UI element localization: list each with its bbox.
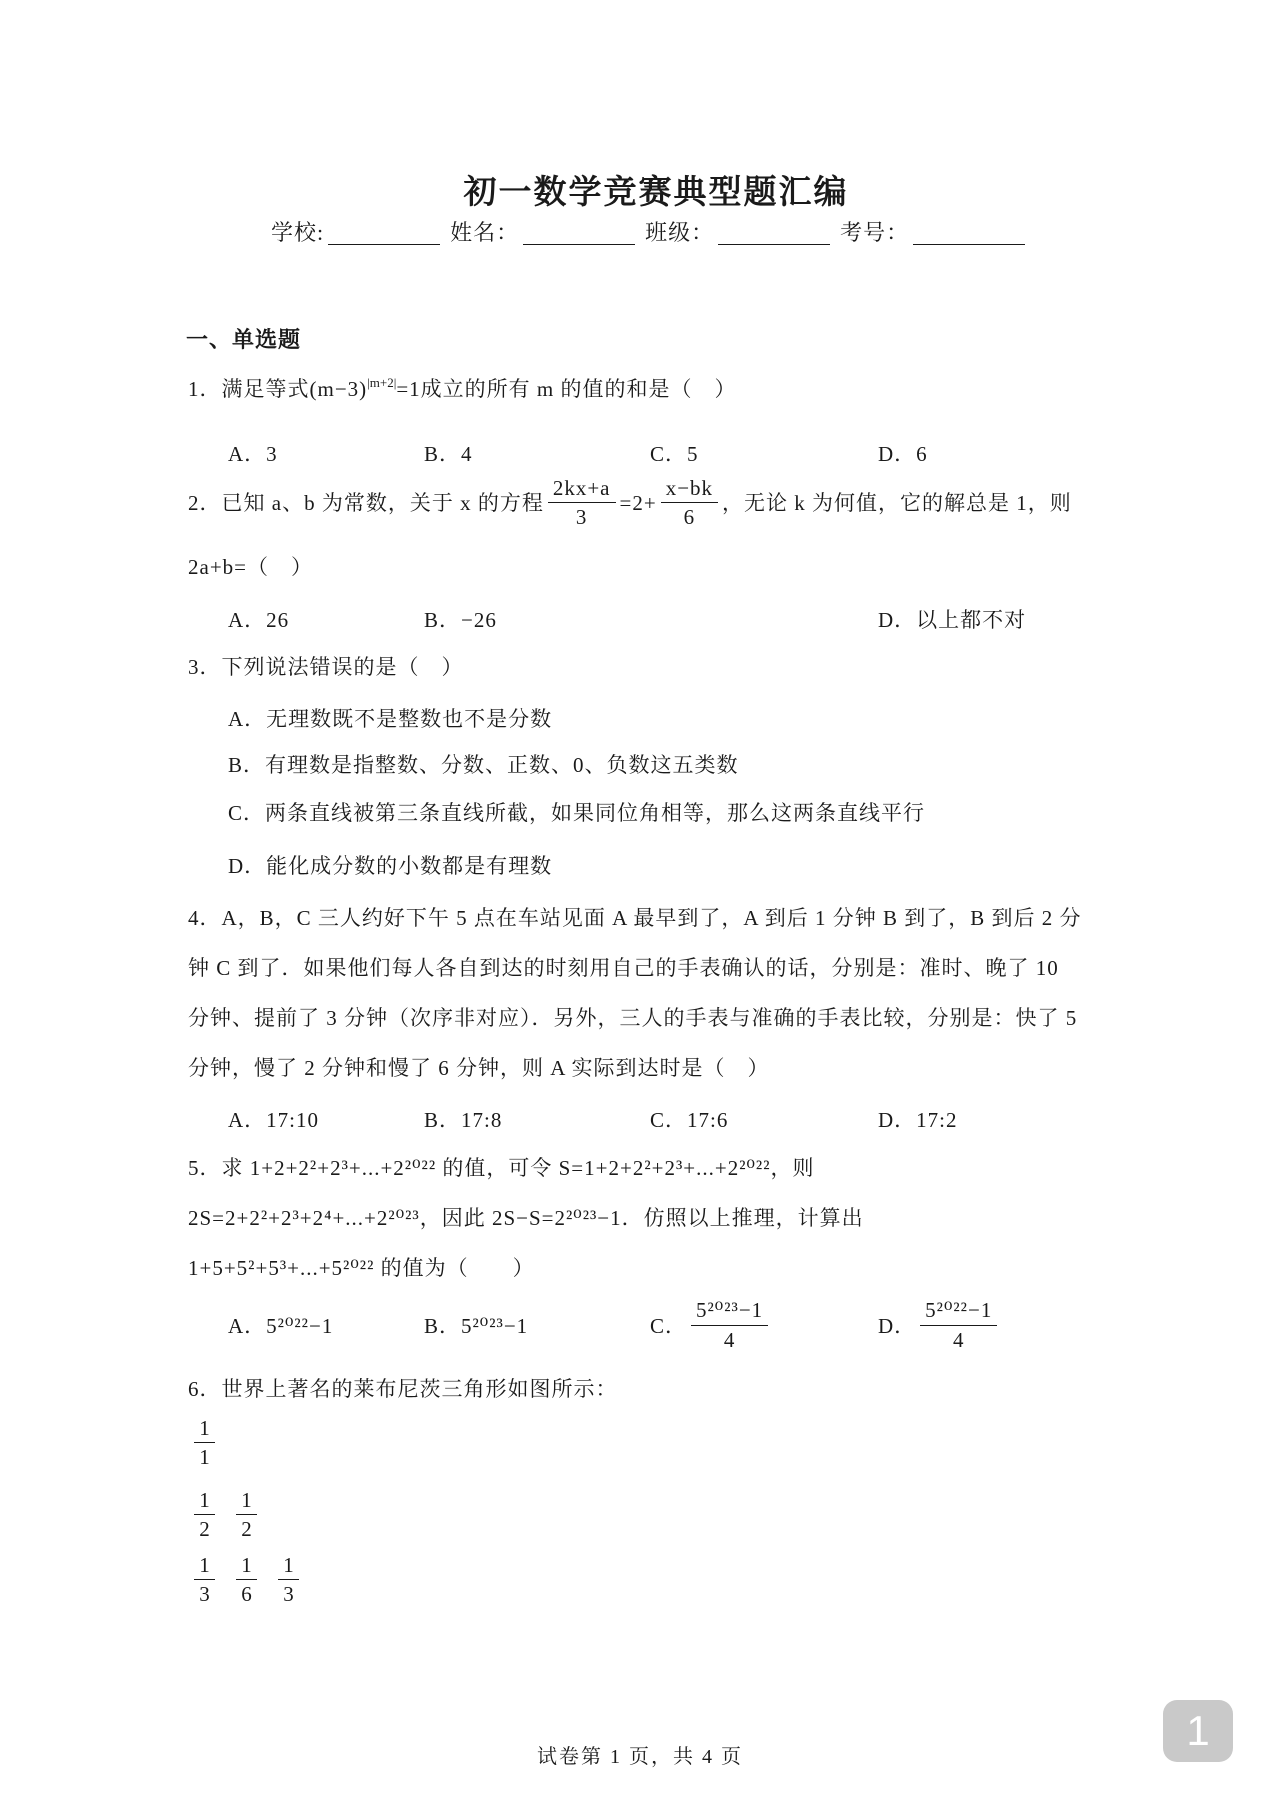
q2-fraction-1 bbox=[548, 476, 616, 529]
question-4-line-2: 钟 C 到了．如果他们每人各自到达的时刻用自己的手表确认的话，分别是：准时、晚了 10 bbox=[188, 956, 1059, 980]
fraction-numerator: 1 bbox=[236, 1553, 257, 1580]
question-4-line-4: 分钟，慢了 2 分钟和慢了 6 分钟，则 A 实际到达时是（ ） bbox=[188, 1056, 770, 1080]
fraction-denominator: 3 bbox=[575, 505, 588, 530]
q1-exponent: |m+2| bbox=[367, 375, 397, 390]
triangle-row-1 bbox=[192, 1416, 217, 1469]
q2-option-b: B．−26 bbox=[424, 608, 497, 632]
q3-option-c: C．两条直线被第三条直线所截，如果同位角相等，那么这两条直线平行 bbox=[228, 801, 926, 825]
q1-stem-post: =1成立的所有 m 的值的和是（ ） bbox=[396, 377, 737, 401]
q2-stem-pre: 2．已知 a、b 为常数，关于 x 的方程 bbox=[188, 490, 544, 515]
fraction-denominator: 2 bbox=[199, 1517, 210, 1542]
q1-option-b: B．4 bbox=[424, 442, 473, 466]
q2-stem-mid: =2+ bbox=[619, 490, 657, 515]
q2-option-a: A．26 bbox=[228, 608, 290, 632]
q4-option-d: D．17:2 bbox=[878, 1108, 958, 1132]
triangle-row-2 bbox=[192, 1488, 259, 1541]
q4-option-c: C．17:6 bbox=[650, 1108, 729, 1132]
question-4-options bbox=[188, 1104, 1228, 1138]
class-label: 班级： bbox=[645, 220, 715, 245]
fraction-denominator: 2 bbox=[241, 1517, 252, 1542]
q1-option-c: C．5 bbox=[650, 442, 699, 466]
section-title: 一、单选题 bbox=[186, 327, 302, 352]
question-4-line-3: 分钟、提前了 3 分钟（次序非对应）．另外，三人的手表与准确的手表比较，分别是：快了 5 bbox=[188, 1006, 1078, 1030]
q4-option-a: A．17:10 bbox=[228, 1108, 319, 1132]
page-title: 初一数学竞赛典型题汇编 bbox=[463, 173, 849, 210]
fraction-numerator: 1 bbox=[194, 1416, 215, 1443]
question-5-line-3: 1+5+5²+5³+...+5²⁰²² 的值为（ ） bbox=[188, 1256, 535, 1280]
q3-option-d: D．能化成分数的小数都是有理数 bbox=[228, 854, 553, 878]
q5-option-d bbox=[878, 1294, 1001, 1356]
triangle-fraction bbox=[234, 1553, 259, 1606]
question-2-options bbox=[188, 604, 1228, 638]
triangle-row-3 bbox=[192, 1553, 301, 1606]
fraction-denominator: 3 bbox=[199, 1582, 210, 1607]
q3-option-a: A．无理数既不是整数也不是分数 bbox=[228, 707, 553, 731]
page-footer: 试卷第 1 页，共 4 页 bbox=[537, 1746, 743, 1768]
q5-option-a: A．5²⁰²²−1 bbox=[228, 1314, 334, 1338]
fraction-numerator: 1 bbox=[194, 1553, 215, 1580]
page-number-badge: 1 bbox=[1163, 1700, 1233, 1762]
fraction-numerator: x−bk bbox=[661, 476, 718, 503]
exam-number-label: 考号： bbox=[840, 220, 910, 245]
exam-number-blank-line bbox=[913, 218, 1025, 245]
school-blank-line bbox=[328, 218, 440, 245]
question-4-line-1: 4．A，B，C 三人约好下午 5 点在车站见面 A 最早到了，A 到后 1 分钟 B 到了，B 到后 2 分 bbox=[188, 906, 1082, 930]
name-label: 姓名： bbox=[450, 220, 520, 245]
question-5-line-1: 5．求 1+2+2²+2³+...+2²⁰²² 的值，可令 S=1+2+2²+2³+...+2²⁰²²，则 bbox=[188, 1156, 815, 1180]
q5-option-c-label: C． bbox=[650, 1314, 688, 1338]
q4-option-b: B．17:8 bbox=[424, 1108, 503, 1132]
q2-fraction-2 bbox=[661, 476, 718, 529]
fraction-denominator: 3 bbox=[283, 1582, 294, 1607]
q5-option-d-fraction bbox=[920, 1298, 997, 1351]
q5-option-c bbox=[650, 1294, 772, 1356]
question-5-line-2: 2S=2+2²+2³+2⁴+...+2²⁰²³，因此 2S−S=2²⁰²³−1．仿照以上推理，计算出 bbox=[188, 1206, 864, 1230]
q2-stem-post: ，无论 k 为何值，它的解总是 1，则 bbox=[722, 490, 1072, 515]
q1-option-a: A．3 bbox=[228, 442, 278, 466]
school-label: 学校: bbox=[271, 220, 325, 245]
q5-option-c-fraction bbox=[691, 1298, 768, 1351]
question-2-stem bbox=[188, 476, 1072, 529]
question-1-stem bbox=[188, 374, 737, 404]
fraction-denominator: 6 bbox=[241, 1582, 252, 1607]
fraction-numerator: 2kx+a bbox=[548, 476, 616, 503]
fraction-denominator: 6 bbox=[683, 505, 696, 530]
q5-option-b: B．5²⁰²³−1 bbox=[424, 1314, 529, 1338]
triangle-fraction bbox=[276, 1553, 301, 1606]
question-5-options bbox=[188, 1294, 1228, 1356]
fraction-numerator: 1 bbox=[236, 1488, 257, 1515]
triangle-fraction bbox=[234, 1488, 259, 1541]
triangle-fraction bbox=[192, 1553, 217, 1606]
fraction-numerator: 1 bbox=[278, 1553, 299, 1580]
student-info-row bbox=[271, 216, 1035, 247]
name-blank-line bbox=[523, 218, 635, 245]
fraction-numerator: 5²⁰²²−1 bbox=[920, 1298, 997, 1325]
q1-stem-pre: 1．满足等式(m−3) bbox=[188, 377, 368, 401]
fraction-denominator: 4 bbox=[723, 1327, 736, 1352]
fraction-denominator: 1 bbox=[199, 1445, 210, 1470]
question-6-stem: 6．世界上著名的莱布尼茨三角形如图所示： bbox=[188, 1377, 618, 1401]
fraction-numerator: 1 bbox=[194, 1488, 215, 1515]
question-3-stem: 3．下列说法错误的是（ ） bbox=[188, 655, 464, 679]
fraction-denominator: 4 bbox=[953, 1327, 965, 1352]
fraction-numerator: 5²⁰²³−1 bbox=[691, 1298, 768, 1325]
triangle-fraction bbox=[192, 1416, 217, 1469]
q3-option-b: B．有理数是指整数、分数、正数、0、负数这五类数 bbox=[228, 753, 739, 777]
question-2-stem-line2: 2a+b=（ ） bbox=[188, 555, 314, 579]
question-1-options bbox=[188, 438, 1228, 472]
q1-option-d: D．6 bbox=[878, 442, 928, 466]
q5-option-d-label: D． bbox=[878, 1314, 917, 1338]
q2-option-d: D．以上都不对 bbox=[878, 608, 1027, 632]
triangle-fraction bbox=[192, 1488, 217, 1541]
class-blank-line bbox=[718, 218, 830, 245]
